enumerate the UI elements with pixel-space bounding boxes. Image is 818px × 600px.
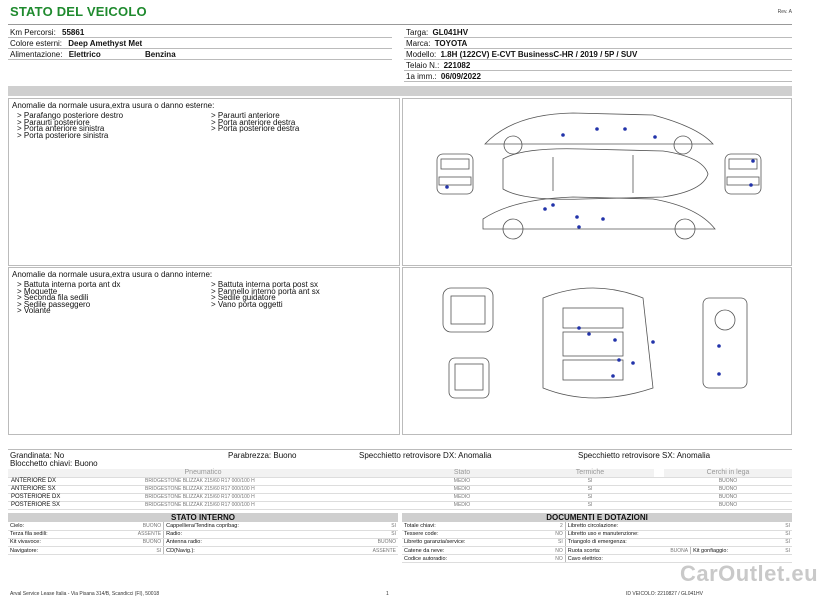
car-interior-diagram xyxy=(403,268,791,434)
tire-state: MEDIO xyxy=(398,501,526,509)
car-side-upper xyxy=(485,113,713,154)
info-line xyxy=(404,70,792,71)
kv-value: SI xyxy=(774,538,792,546)
table-row xyxy=(402,538,792,546)
list-item: > Battuta interna porta ant dx xyxy=(17,280,121,289)
model-value: 1.8H (122CV) E-CVT BusinessC-HR / 2019 / 5P / SUV xyxy=(440,50,638,59)
kv-value: SI xyxy=(774,547,792,555)
tire-state: MEDIO xyxy=(398,477,526,485)
kv-value: SI xyxy=(774,522,792,530)
footer-vehicle-id: ID VEICOLO: 2210827 / GL041HV xyxy=(626,591,703,597)
kv-value: SI xyxy=(337,530,398,538)
tire-position: ANTERIORE SX xyxy=(8,485,142,493)
table-row xyxy=(402,547,792,555)
list-item: > Porta posteriore sinistra xyxy=(17,130,109,140)
tire-rims: BUONO xyxy=(664,493,792,501)
info-line xyxy=(404,59,792,60)
external-list-col1 xyxy=(17,113,207,139)
kv-label: Libretto uso e manutenzione: xyxy=(565,530,773,538)
table-row xyxy=(402,530,792,538)
table-row xyxy=(8,538,398,546)
table-row xyxy=(8,485,792,493)
list-item: > Moquette xyxy=(17,286,58,296)
status-divider xyxy=(8,449,792,450)
kv-label: Triangolo di emergenza: xyxy=(565,538,773,546)
km-label: Km Percorsi: xyxy=(10,28,56,37)
car-rear-view xyxy=(725,154,761,194)
info-line xyxy=(8,59,392,60)
kv-value: BUONO xyxy=(337,538,398,546)
tire-thermal: SI xyxy=(526,501,654,509)
table-row xyxy=(8,477,792,485)
internal-state-title: STATO INTERNO xyxy=(8,513,398,522)
tire-position: ANTERIORE DX xyxy=(8,477,142,485)
list-item: > Volante xyxy=(17,306,51,316)
revision-label: Rev. A xyxy=(777,9,792,15)
list-item: > Porta posteriore destra xyxy=(211,124,300,134)
col-termiche: Termiche xyxy=(526,469,654,477)
kv-value: SI xyxy=(337,522,398,530)
plate-value: GL041HV xyxy=(432,28,469,37)
kv-value: ASSENTE xyxy=(101,530,163,538)
dashboard-interior xyxy=(703,298,747,388)
tire-thermal: SI xyxy=(526,493,654,501)
kv-label: Tessere code: xyxy=(402,530,540,538)
kv-value: NO xyxy=(540,547,565,555)
header-divider xyxy=(8,24,792,25)
color-value: Deep Amethyst Met xyxy=(68,39,143,48)
kv-value: BUONO xyxy=(101,538,163,546)
section-band xyxy=(8,86,792,96)
make-value: TOYOTA xyxy=(434,39,468,48)
list-item: > Paraurti anteriore xyxy=(211,111,280,120)
tires-header-row xyxy=(8,469,792,477)
tire-model: BRIDGESTONE BLIZZAK 215/60 R17 000/100 H xyxy=(142,493,398,501)
kv-value: ASSENTE xyxy=(337,547,398,555)
list-item: > Vano porta oggetti xyxy=(211,299,283,309)
table-row xyxy=(8,501,792,509)
info-line xyxy=(8,37,392,38)
info-line xyxy=(8,48,392,49)
mirror-sx-status: Specchietto retrovisore SX: Anomalia xyxy=(578,451,711,460)
tire-state: MEDIO xyxy=(398,493,526,501)
vehicle-info-right xyxy=(406,27,792,82)
kv-label: Antenna radio: xyxy=(164,538,337,546)
tire-position: POSTERIORE DX xyxy=(8,493,142,501)
mirror-dx-status: Specchietto retrovisore DX: Anomalia xyxy=(359,451,492,460)
kv-label: Cappelliera/Tendina copribag: xyxy=(164,522,337,530)
internal-heading: Anomalie da normale usura,extra usura o danno interne: xyxy=(12,270,213,279)
tire-state: MEDIO xyxy=(398,485,526,493)
kv-label: CD(Navig.): xyxy=(164,547,337,555)
chassis-value: 221082 xyxy=(443,61,471,70)
gap-cell xyxy=(654,477,664,485)
list-item: > Sedile passeggero xyxy=(17,299,91,309)
table-row xyxy=(8,547,398,555)
footer-address: Arval Service Lease Italia - Via Pisana 314/B, Scandicci (FI), 50018 xyxy=(10,591,160,597)
table-row xyxy=(8,522,398,530)
gap-cell xyxy=(654,493,664,501)
parabrezza-status: Parabrezza: Buono xyxy=(228,451,297,460)
list-item: > Battuta interna porta post sx xyxy=(211,280,318,289)
color-label: Colore esterni: xyxy=(10,39,63,48)
table-row xyxy=(8,493,792,501)
plate-label: Targa: xyxy=(406,28,429,37)
kv-label: Codice autoradio: xyxy=(402,555,540,563)
documents-title: DOCUMENTI E DOTAZIONI xyxy=(402,513,792,522)
caroutlet-logo: CarOutlet.eu xyxy=(680,561,818,586)
kv-label: Libretto garanzia/service: xyxy=(402,538,540,546)
tire-model: BRIDGESTONE BLIZZAK 215/60 R17 000/100 H xyxy=(142,501,398,509)
key-block-status: Blocchetto chiavi: Buono xyxy=(10,459,98,468)
internal-list-col1 xyxy=(17,282,207,315)
tire-rims: BUONO xyxy=(664,485,792,493)
kv-value: SI xyxy=(774,530,792,538)
tire-model: BRIDGESTONE BLIZZAK 215/60 R17 000/100 H xyxy=(142,485,398,493)
kv-label: Cavo elettrico: xyxy=(565,555,773,563)
kv-value: SI xyxy=(540,538,565,546)
vehicle-info-left xyxy=(10,27,390,60)
col-pneumatico: Pneumatico xyxy=(8,469,398,477)
kv-label: Catene da neve: xyxy=(402,547,540,555)
info-line xyxy=(404,37,792,38)
fuel-value: Elettrico xyxy=(68,50,101,59)
info-line xyxy=(404,81,792,82)
kv-label: Terza fila sedili: xyxy=(8,530,101,538)
page-title: STATO DEL VEICOLO xyxy=(10,4,147,19)
table-row xyxy=(8,530,398,538)
registration-value: 06/09/2022 xyxy=(440,72,481,81)
fuel-label: Alimentazione: xyxy=(10,50,63,59)
tire-model: BRIDGESTONE BLIZZAK 215/60 R17 000/100 H xyxy=(142,477,398,485)
documents-table xyxy=(402,522,792,563)
kv-value: NO xyxy=(540,555,565,563)
gap-cell xyxy=(654,501,664,509)
internal-state-section xyxy=(8,513,398,555)
external-anomalies-panel xyxy=(8,98,400,266)
list-item: > Parafango posteriore destro xyxy=(17,111,124,120)
col-gap xyxy=(654,469,664,477)
internal-state-table xyxy=(8,522,398,555)
col-stato: Stato xyxy=(398,469,526,477)
tire-position: POSTERIORE SX xyxy=(8,501,142,509)
tire-thermal: SI xyxy=(526,485,654,493)
kv-label: Cielo: xyxy=(8,522,101,530)
internal-list-col2 xyxy=(211,282,399,308)
external-heading: Anomalie da normale usura,extra usura o danno esterne: xyxy=(12,101,215,110)
list-item: > Pannello interno porta ant sx xyxy=(211,286,320,296)
gap-cell xyxy=(654,485,664,493)
footer-page-number: 1 xyxy=(386,591,389,597)
cabin-interior xyxy=(543,288,655,398)
tire-thermal: SI xyxy=(526,477,654,485)
car-exterior-diagram xyxy=(403,99,791,265)
chassis-label: Telaio N.: xyxy=(406,61,440,70)
car-front-view xyxy=(437,154,473,194)
trunk-interior xyxy=(443,288,493,398)
kv-value: BUONA xyxy=(644,547,691,555)
tires-table xyxy=(8,469,792,510)
kv-value: BUONO xyxy=(101,522,163,530)
kv-label: Radio: xyxy=(164,530,337,538)
grandinata-status: Grandinata: No xyxy=(10,451,65,460)
kv-label: Ruota scorta: xyxy=(565,547,643,555)
list-item: > Paraurti posteriore xyxy=(17,117,90,127)
internal-anomalies-panel xyxy=(8,267,400,435)
make-label: Marca: xyxy=(406,39,431,48)
internal-diagram-panel xyxy=(402,267,792,435)
kv-value: SI xyxy=(101,547,163,555)
external-list-col2 xyxy=(211,113,399,133)
list-item: > Porta anteriore sinistra xyxy=(17,124,105,134)
table-row xyxy=(402,522,792,530)
registration-label: 1a imm.: xyxy=(406,72,437,81)
col-cerchi: Cerchi in lega xyxy=(664,469,792,477)
fuel-value-2: Benzina xyxy=(144,50,176,59)
kv-label: Kit gonfiaggio: xyxy=(691,547,774,555)
kv-label: Kit vivavoce: xyxy=(8,538,101,546)
list-item: > Sedile guidatore xyxy=(211,293,276,303)
tire-rims: BUONO xyxy=(664,501,792,509)
external-diagram-panel xyxy=(402,98,792,266)
kv-label: Libretto circolazione: xyxy=(565,522,773,530)
km-value: 55861 xyxy=(62,28,85,37)
car-side-lower xyxy=(483,197,715,239)
kv-value: 2 xyxy=(540,522,565,530)
kv-label: Navigatore: xyxy=(8,547,101,555)
list-item: > Porta anteriore destra xyxy=(211,117,296,127)
documents-section xyxy=(402,513,792,563)
kv-value: NO xyxy=(540,530,565,538)
list-item: > Seconda fila sedili xyxy=(17,293,89,303)
kv-label: Totale chiavi: xyxy=(402,522,540,530)
model-label: Modello: xyxy=(406,50,437,59)
info-line xyxy=(404,48,792,49)
tire-rims: BUONO xyxy=(664,477,792,485)
